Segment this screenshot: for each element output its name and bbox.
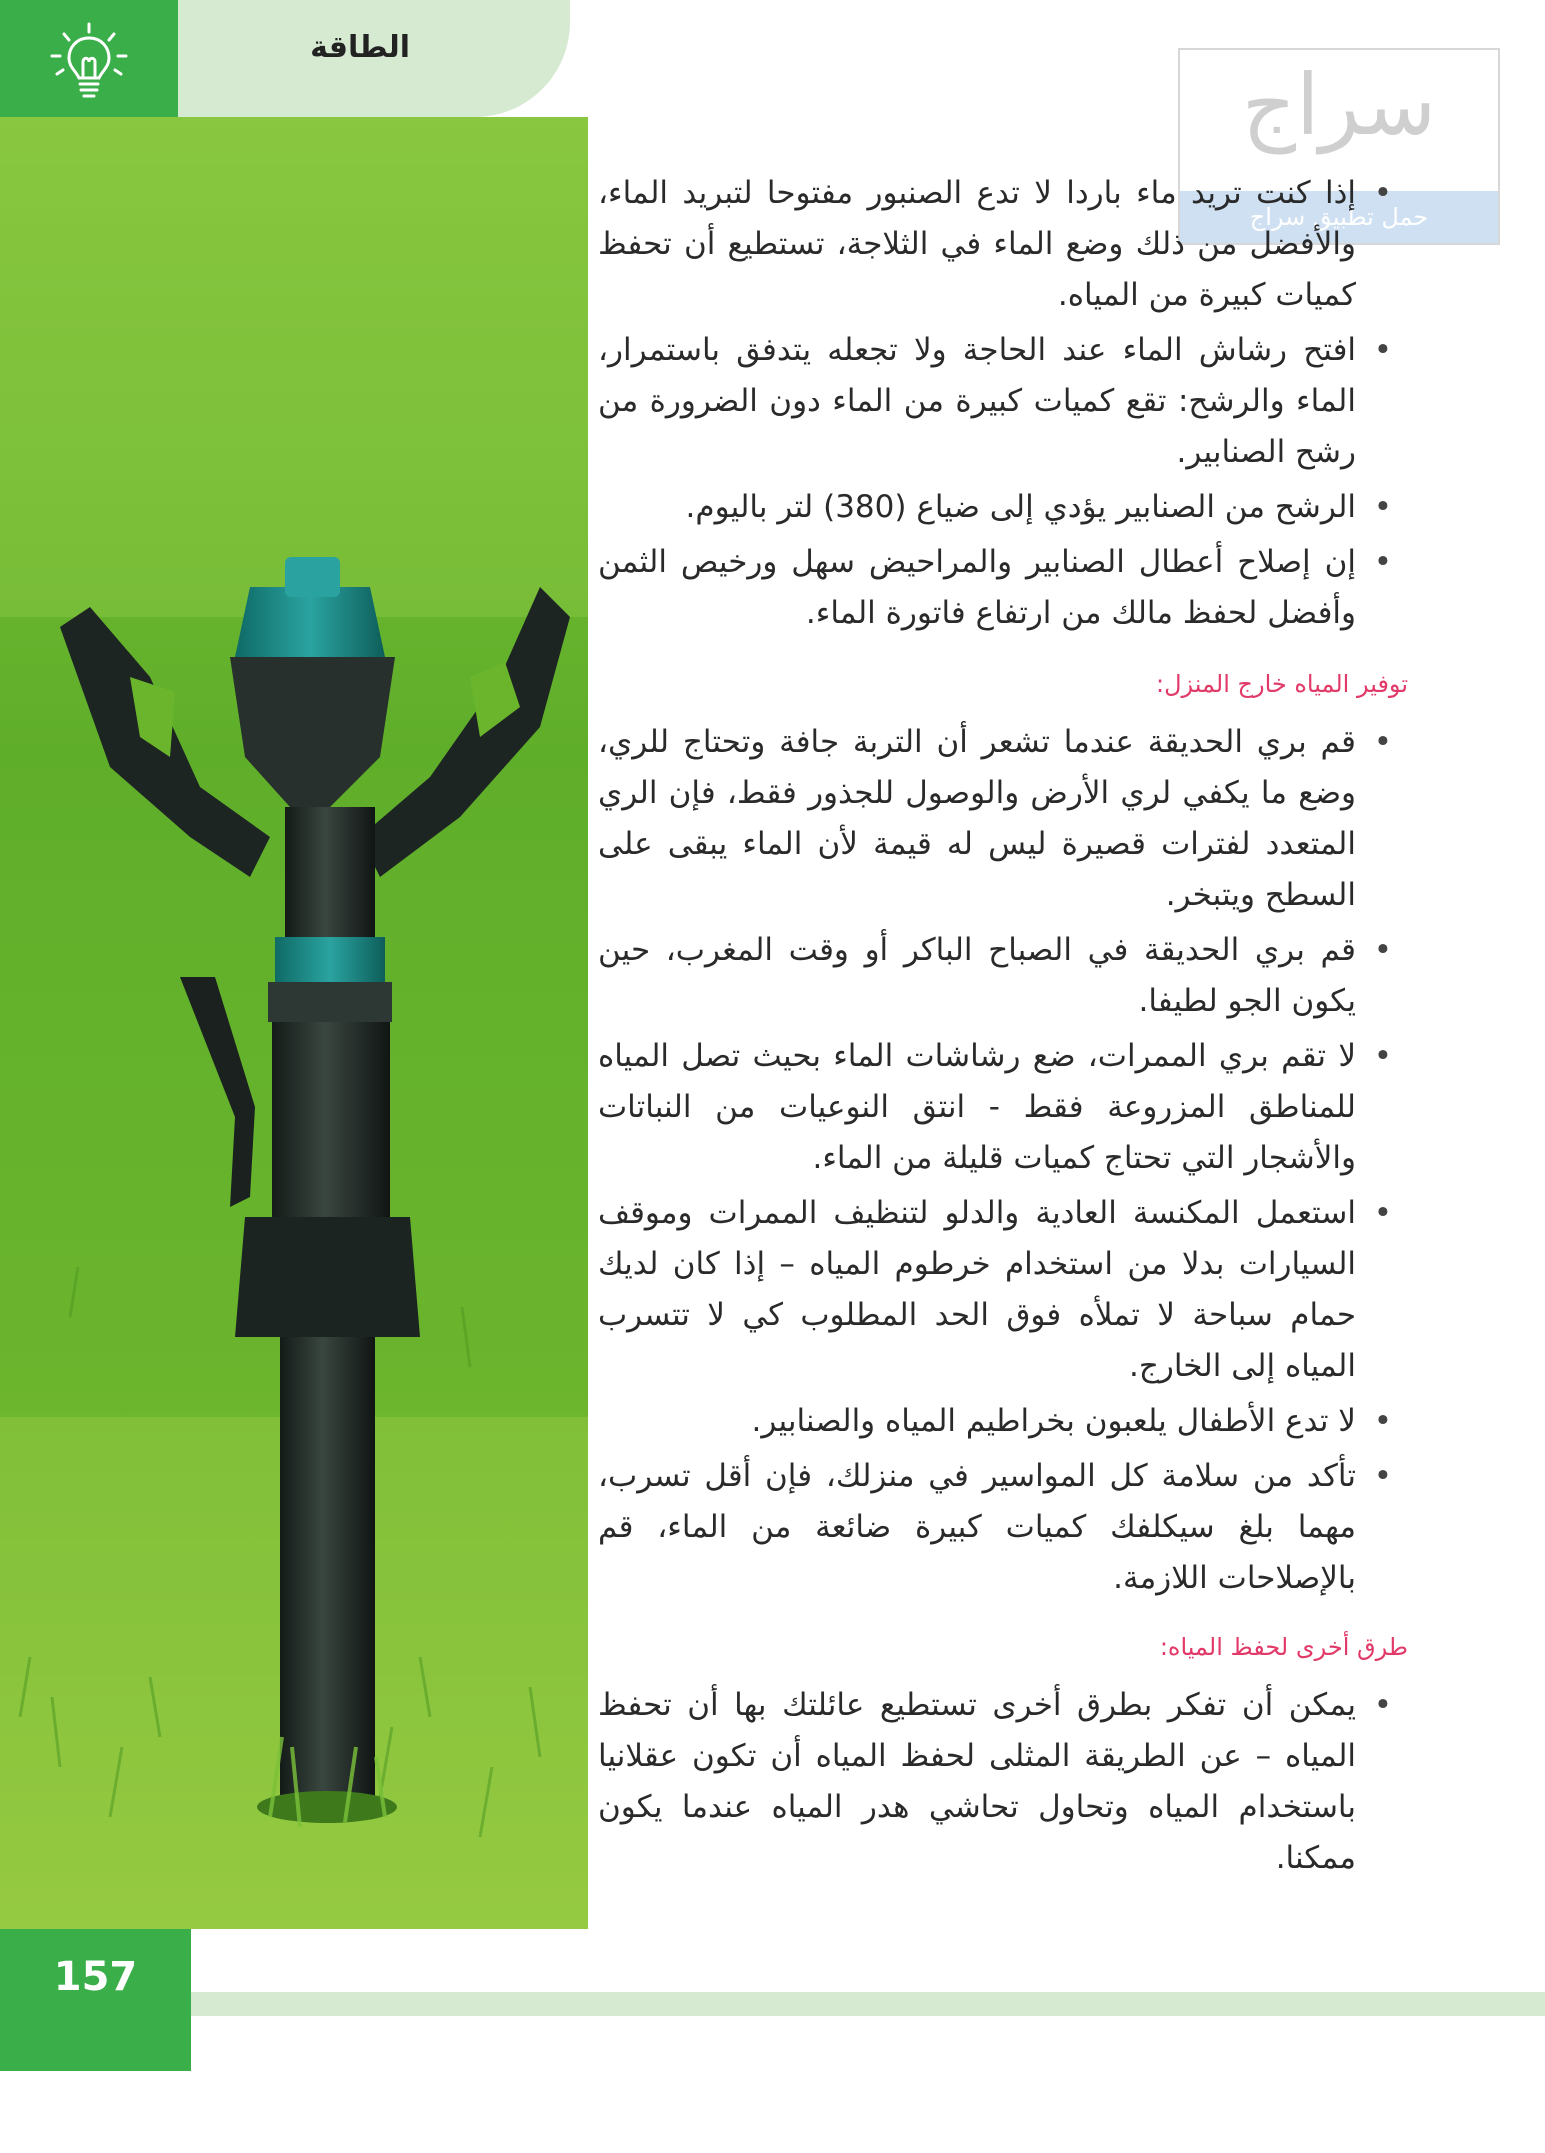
lightbulb-icon	[48, 22, 130, 100]
list-item: • يمكن أن تفكر بطرق أخرى تستطيع عائلتك بها أن تحفظ المياه – عن الطريقة المثلى لحفظ المياه أن تكون عقلانيا باستخدام المياه وتحاول تحاشي هدر المياه عندما يكون ممكنا.	[598, 1680, 1398, 1884]
list-item: • استعمل المكنسة العادية والدلو لتنظيف الممرات وموقف السيارات بدلا من استخدام خرطوم المياه – إذا كان لديك حمام سباحة لا تملأه فوق الحد المطلوب كي لا تتسرب المياه إلى الخارج.	[598, 1188, 1398, 1392]
list-item: • قم بري الحديقة عندما تشعر أن التربة جافة وتحتاج للري، وضع ما يكفي لري الأرض والوصول للجذور فقط، فإن الري المتعدد لفترات قصيرة ليس له قيمة لأن الماء يبقى على السطح ويتبخر.	[598, 717, 1398, 921]
section-title-outside: توفير المياه خارج المنزل:	[1156, 670, 1408, 698]
page-number: 157	[53, 1954, 138, 2000]
page-title: الطاقة	[310, 30, 410, 65]
sprinkler-photo	[0, 117, 588, 1929]
list-item: • افتح رشاش الماء عند الحاجة ولا تجعله يتدفق باستمرار، الماء والرشح: تقع كميات كبيرة من الماء دون الضرورة من رشح الصنابير.	[598, 325, 1398, 478]
list-item: • لا تقم بري الممرات، ضع رشاشات الماء بحيث تصل المياه للمناطق المزروعة فقط - انتق النوعيات من النباتات والأشجار التي تحتاج كميات قليلة من الماء.	[598, 1031, 1398, 1184]
section-title-other: طرق أخرى لحفظ المياه:	[1159, 1633, 1408, 1661]
list-item: • قم بري الحديقة في الصباح الباكر أو وقت المغرب، حين يكون الجو لطيفا.	[598, 925, 1398, 1027]
header-green-block	[0, 0, 178, 117]
list-item: • إن إصلاح أعطال الصنابير والمراحيض سهل ورخيص الثمن وأفضل لحفظ مالك من ارتفاع فاتورة الماء.	[598, 537, 1398, 639]
sprinkler-illustration	[0, 117, 588, 1929]
watermark-strip: حمل تطبيق سراج	[1180, 191, 1498, 243]
footer-band	[191, 1992, 1545, 2016]
intro-list	[598, 168, 1398, 639]
footer-green-block	[0, 1929, 191, 2071]
list-item: • إذا كنت تريد ماء باردا لا تدع الصنبور مفتوحا لتبريد الماء، والأفضل من ذلك وضع الماء في الثلاجة، تستطيع أن تحفظ كميات كبيرة من المياه.	[598, 168, 1398, 321]
outside-list	[598, 717, 1398, 1604]
watermark-logo: سراج	[1241, 56, 1437, 154]
list-item: • لا تدع الأطفال يلعبون بخراطيم المياه والصنابير.	[598, 1396, 1398, 1447]
list-item: • تأكد من سلامة كل المواسير في منزلك، فإن أقل تسرب، مهما بلغ سيكلفك كميات كبيرة ضائعة من الماء، قم بالإصلاحات اللازمة.	[598, 1451, 1398, 1604]
other-list	[598, 1680, 1398, 1884]
main-content	[598, 168, 1408, 1888]
list-item: • الرشح من الصنابير يؤدي إلى ضياع (380) لتر باليوم.	[598, 482, 1398, 533]
